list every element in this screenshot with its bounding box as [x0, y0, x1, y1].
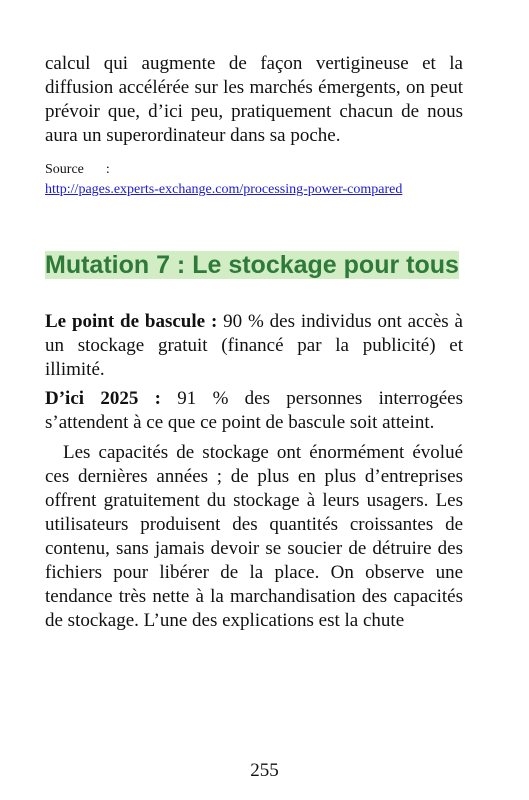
page-number: 255 [250, 760, 279, 781]
continuation-paragraph: calcul qui augmente de façon vertigineuse et la diffusion accélérée sur les marchés émergents, on peut prévoir que, d’ici peu, pratiquement chacun de nous aura un superordinateur dans sa poche. [45, 53, 463, 146]
section-heading-wrap [45, 250, 463, 280]
source-label: Source [45, 162, 84, 177]
by-2025-lead: D’ici 2025 : [45, 388, 161, 409]
source-colon: : [105, 162, 110, 177]
tipping-point-lead: Le point de bascule : [45, 311, 218, 332]
source-line [45, 160, 463, 200]
page-content [45, 52, 463, 633]
body-paragraph: Les capacités de stockage ont énormément évolué ces dernières années ; de plus en plus d’entreprises offrent gratuitement du stockage à leurs usagers. Les utilisateurs produisent des quantités croissantes de contenu, sans jamais devoir se soucier de détruire des fichiers pour libérer de la place. On observe une tendance très nette à la marchandisation des capacités de stockage. L’une des explications est la chute [45, 442, 463, 631]
tipping-point-text: 90 % des individus ont accès à un stockage gratuit (financé par la publicité) et illimité. [45, 311, 463, 380]
by-2025-paragraph [45, 387, 463, 435]
source-link[interactable]: http://pages.experts-exchange.com/processing-power-compared [45, 182, 403, 197]
by-2025-text: 91 % des personnes interrogées s’attendent à ce que ce point de bascule soit atteint. [45, 388, 463, 433]
section-heading: Mutation 7 : Le stockage pour tous [45, 251, 459, 279]
tipping-point-paragraph [45, 310, 463, 382]
